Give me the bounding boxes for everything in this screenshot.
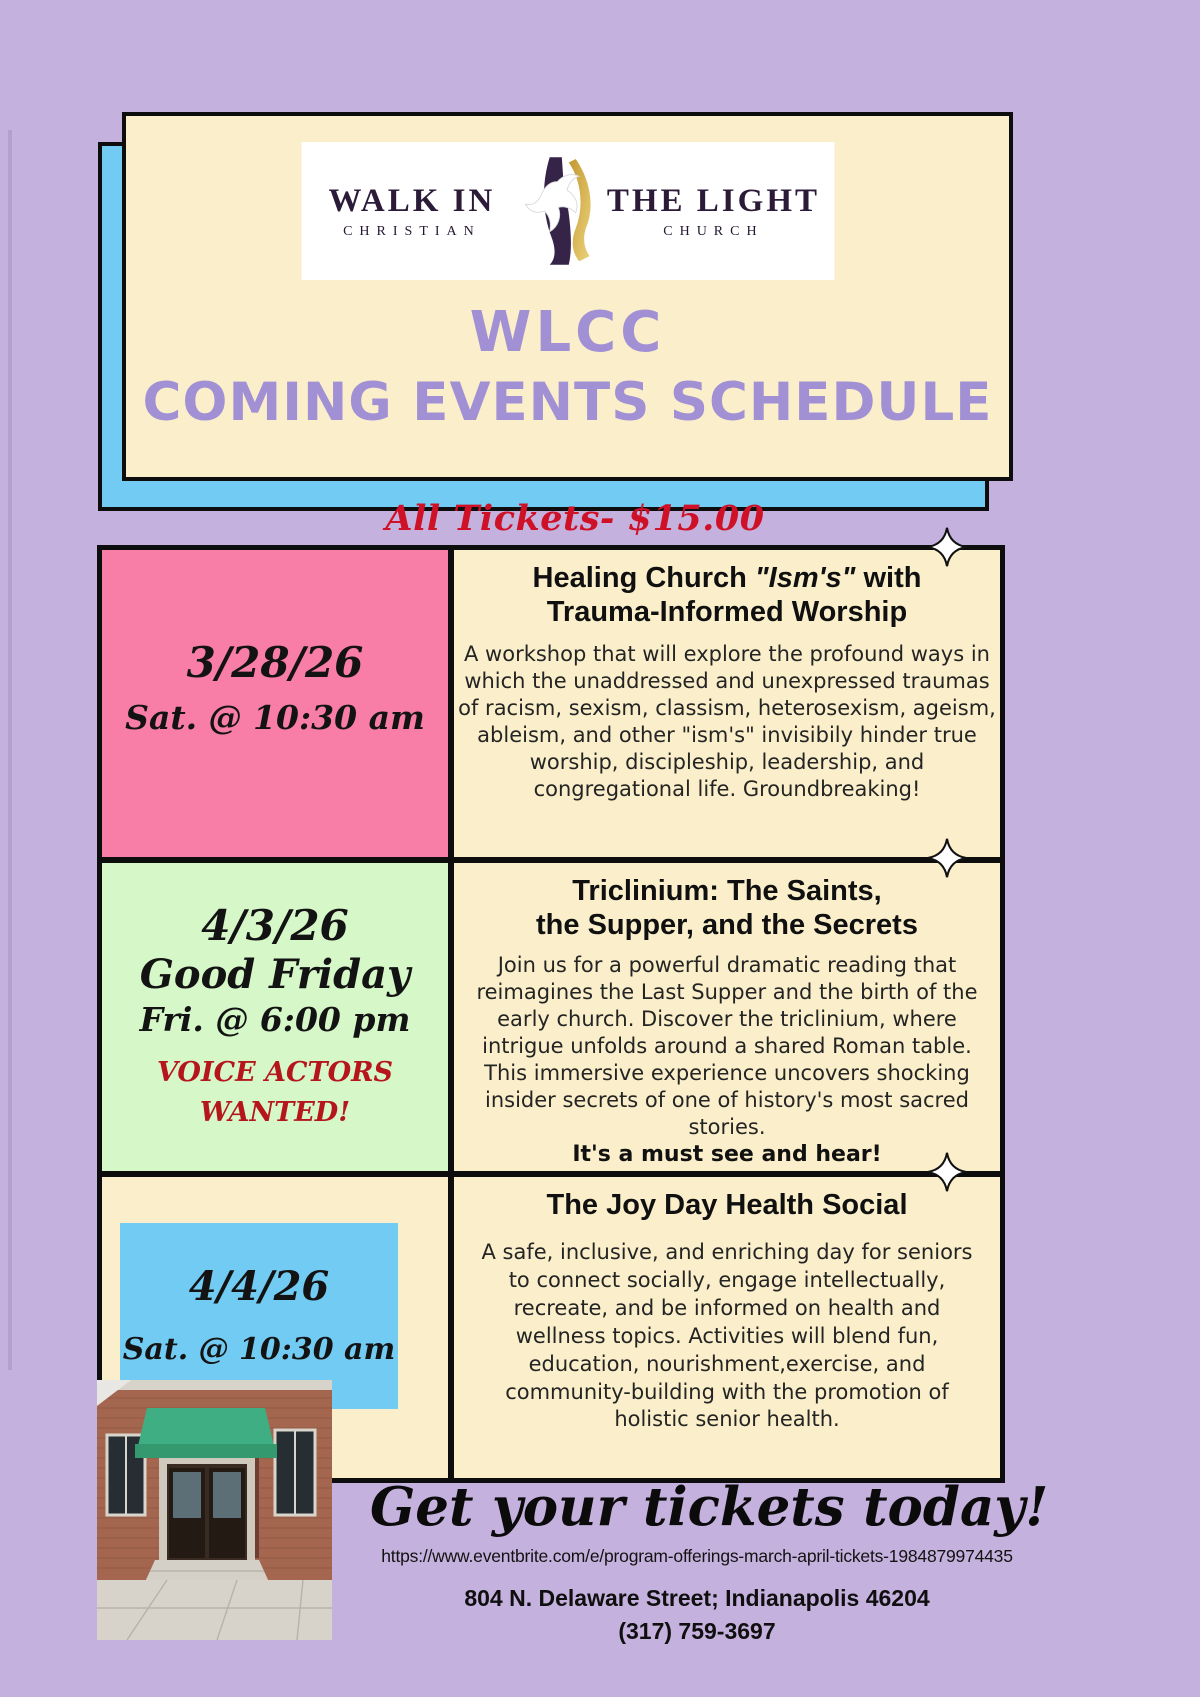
event2-subtitle: Good Friday: [139, 950, 411, 998]
flyer-title-abbrev: WLCC: [469, 300, 666, 365]
logo-text-church: CHURCH: [663, 223, 764, 239]
event3-info-cell: [454, 1177, 1000, 1478]
logo-left-column: [315, 183, 509, 240]
event1-date-cell: [102, 550, 448, 857]
sparkle-icon: [926, 1151, 968, 1193]
event1-title-line2: Trauma-Informed Worship: [546, 595, 908, 628]
sparkle-icon: [926, 837, 968, 879]
church-phone: (317) 759-3697: [618, 1618, 776, 1644]
event1-title-part: Healing Church: [532, 562, 755, 594]
event2-time: Fri. @ 6:00 pm: [139, 999, 411, 1039]
church-logo: [301, 142, 834, 280]
event1-title: [458, 562, 996, 630]
flyer-title-main: COMING EVENTS SCHEDULE: [142, 372, 993, 433]
logo-text-christian: CHRISTIAN: [343, 223, 481, 239]
event1-description: A workshop that will explore the profound ways in which the unaddressed and unexpressed traumas of racism, sexism, classism, heterosexism, ageism, ableism, and other "ism's" invisibily hinder true worship, discipleship, leadership, and congregational life. Groundbreaking!: [458, 641, 996, 802]
header-card: [122, 112, 1013, 481]
event2-description: Join us for a powerful dramatic reading that reimagines the Last Supper and the birth of the early church. Discover the triclinium, where intrigue unfolds around a shared Roman table. This immersive experience uncovers shocking insider secrets of one of history's most sacred stories.: [476, 952, 978, 1140]
eventbrite-url-link[interactable]: https://www.eventbrite.com/e/program-offerings-march-april-tickets-1984879974435: [381, 1546, 1013, 1566]
church-address: 804 N. Delaware Street; Indianapolis 46204: [464, 1585, 930, 1611]
church-building-photo: [97, 1380, 332, 1640]
logo-right-column: [607, 183, 820, 240]
logo-text-the-light: THE LIGHT: [606, 182, 820, 219]
event3-date: 4/4/26: [188, 1262, 330, 1310]
event2-title-line2: the Supper, and the Secrets: [536, 908, 918, 941]
event2-title: [458, 875, 996, 943]
event1-date: 3/28/26: [186, 637, 364, 687]
event1-info-cell: [454, 550, 1000, 857]
event1-title-part: with: [855, 562, 922, 594]
event1-time: Sat. @ 10:30 am: [125, 698, 425, 738]
get-tickets-cta: Get your tickets today!: [370, 1476, 1049, 1538]
event3-description: A safe, inclusive, and enriching day for seniors to connect socially, engage intellectually, recreate, and be informed on health and wellness topics. Activities will blend fun, education, nourishment,exercise, and community-building with the promotion of holistic senior health.: [481, 1239, 973, 1432]
event2-info-cell: [454, 863, 1000, 1171]
event2-date: 4/3/26: [201, 901, 349, 951]
dove-logo-icon: [519, 152, 597, 270]
event1-title-italic: "Ism's": [754, 562, 856, 594]
event3-title: The Joy Day Health Social: [546, 1189, 908, 1221]
event2-tagline: It's a must see and hear!: [572, 1142, 882, 1168]
event2-note-line1: VOICE ACTORS: [156, 1057, 394, 1089]
logo-text-walk-in: WALK IN: [328, 182, 496, 219]
event2-note-line2: WANTED!: [199, 1096, 351, 1128]
event2-date-cell: [102, 863, 448, 1171]
event3-time: Sat. @ 10:30 am: [122, 1331, 396, 1367]
tickets-price-banner: All Tickets- $15.00: [385, 498, 765, 539]
sparkle-icon: [926, 526, 968, 568]
event2-title-line1: Triclinium: The Saints,: [572, 875, 882, 907]
left-edge-line: [8, 130, 12, 1370]
events-table: [97, 545, 1005, 1483]
